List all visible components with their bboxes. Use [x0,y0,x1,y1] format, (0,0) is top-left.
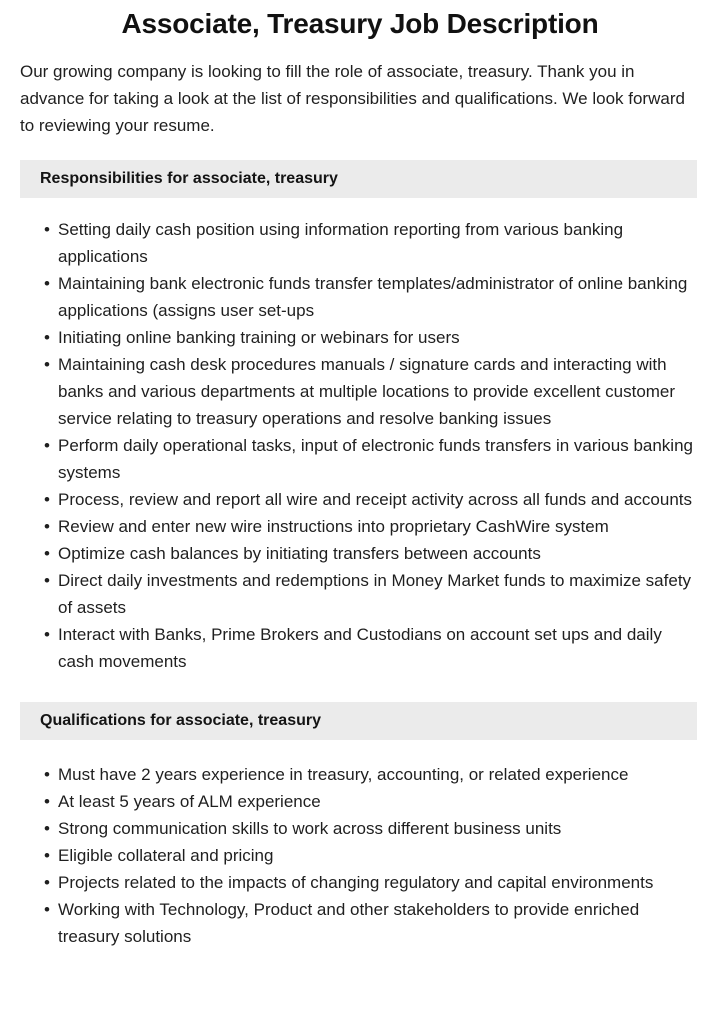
section-responsibilities [0,160,720,675]
list-item: • Eligible collateral and pricing [44,842,696,869]
list-item: • Maintaining cash desk procedures manuals / signature cards and interacting with banks and various departments at multiple locations to provide excellent customer service relating to treasury operations and resolve banking issues [44,351,696,432]
section-qualifications [0,702,720,950]
list-item: • Interact with Banks, Prime Brokers and Custodians on account set ups and daily cash movements [44,621,696,675]
list-item: • Process, review and report all wire and receipt activity across all funds and accounts [44,486,696,513]
list-item: • Must have 2 years experience in treasury, accounting, or related experience [44,761,696,788]
list-item: • Setting daily cash position using information reporting from various banking applications [44,216,696,270]
list-item: • Maintaining bank electronic funds transfer templates/administrator of online banking applications (assigns user set-ups [44,270,696,324]
page-title: Associate, Treasury Job Description [121,8,599,39]
list-item: • Projects related to the impacts of changing regulatory and capital environments [44,869,696,896]
section-heading-responsibilities: Responsibilities for associate, treasury [20,160,697,198]
list-item: • Working with Technology, Product and other stakeholders to provide enriched treasury solutions [44,896,696,950]
list-item: • Perform daily operational tasks, input of electronic funds transfers in various banking systems [44,432,696,486]
list-item: • Strong communication skills to work across different business units [44,815,696,842]
list-item: • Direct daily investments and redemptions in Money Market funds to maximize safety of assets [44,567,696,621]
list-item: • Review and enter new wire instructions into proprietary CashWire system [44,513,696,540]
qualifications-list [0,740,720,950]
list-item: • At least 5 years of ALM experience [44,788,696,815]
section-heading-qualifications: Qualifications for associate, treasury [20,702,697,740]
intro-paragraph: Our growing company is looking to fill the role of associate, treasury. Thank you in advance for taking a look at the list of responsibilities and qualifications. We look forward to reviewing your resume. [20,62,685,135]
responsibilities-list [0,198,720,675]
list-item: • Initiating online banking training or webinars for users [44,324,696,351]
list-item: • Optimize cash balances by initiating transfers between accounts [44,540,696,567]
